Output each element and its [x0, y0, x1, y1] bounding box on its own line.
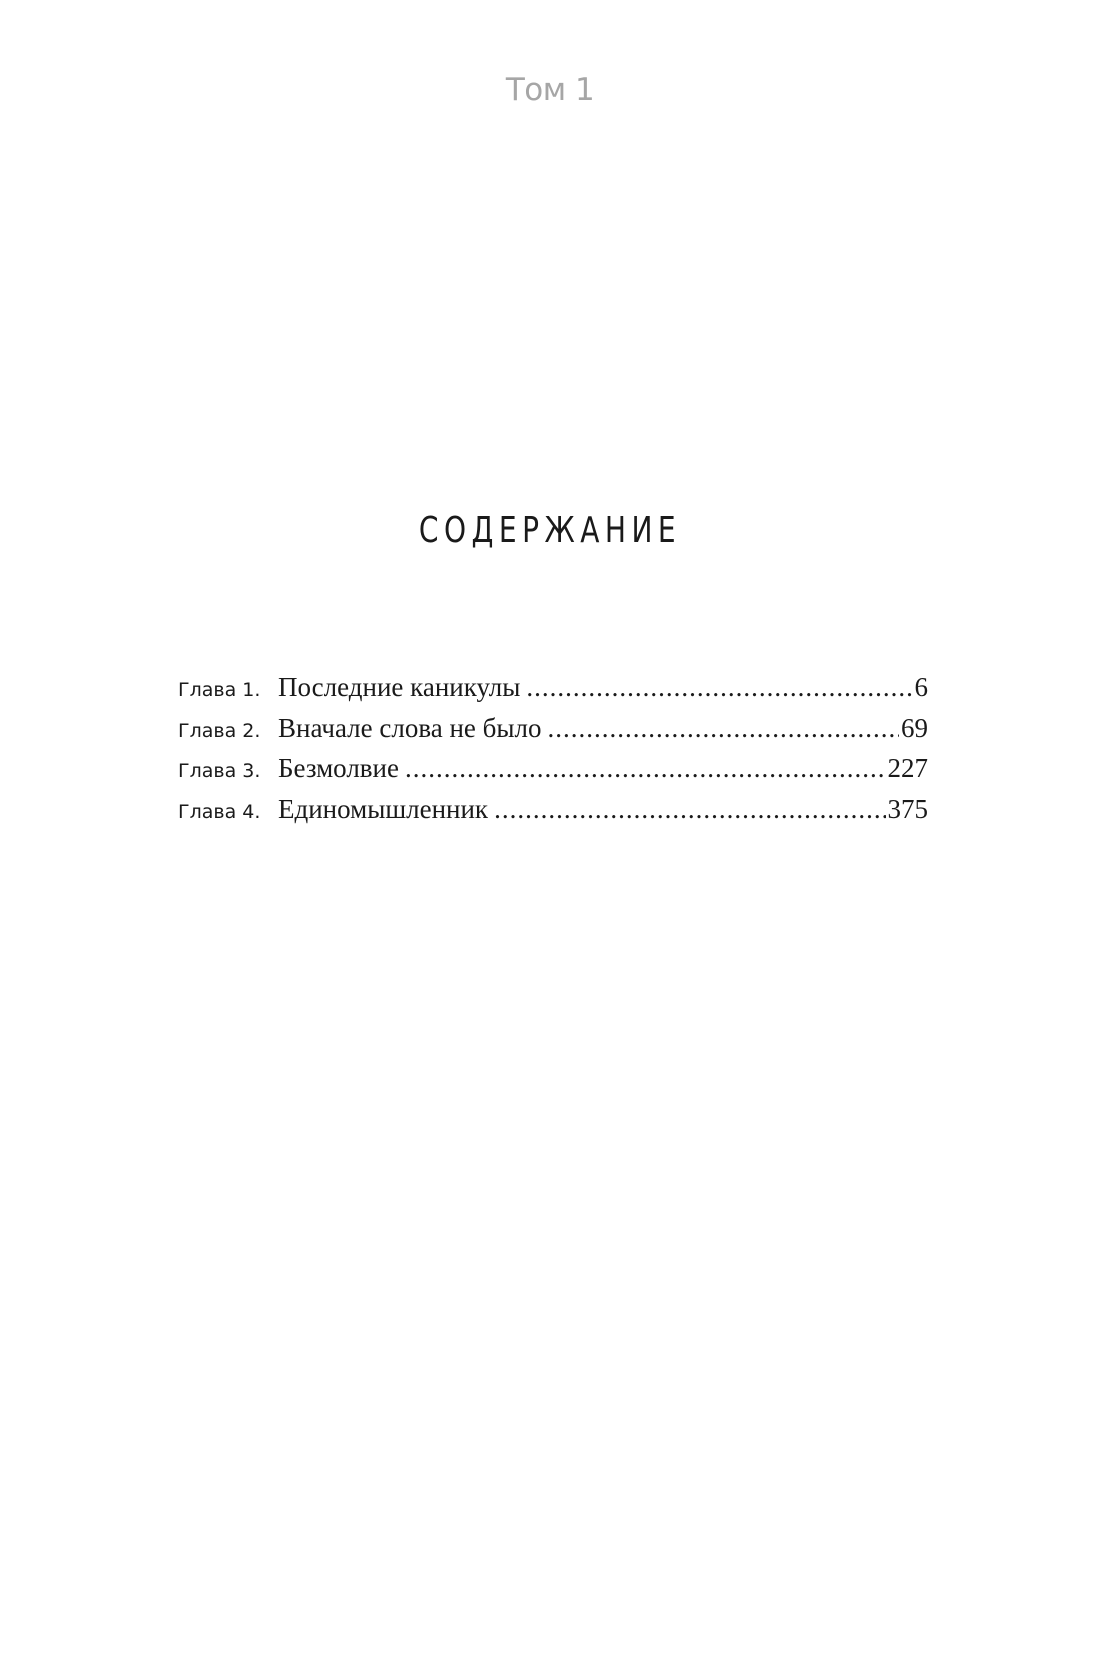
toc-list [178, 672, 928, 834]
toc-entry-4[interactable] [178, 794, 928, 835]
chapter-label: Глава 1. [178, 679, 261, 701]
dot-leader [526, 672, 912, 703]
chapter-title: Вначале слова не было [278, 712, 542, 743]
page-number: 69 [901, 712, 928, 743]
chapter-label: Глава 2. [178, 719, 261, 742]
page-number: 6 [914, 672, 928, 702]
dot-leader [548, 713, 900, 744]
chapter-label: Глава 4. [178, 800, 261, 823]
volume-label: Том 1 [505, 72, 595, 108]
toc-heading: СОДЕРЖАНИЕ [418, 510, 682, 551]
chapter-label: Глава 3. [178, 760, 261, 782]
page-number: 227 [887, 753, 928, 783]
dot-leader [405, 753, 886, 784]
toc-entry-2[interactable] [178, 713, 928, 754]
page-number: 375 [887, 793, 928, 824]
toc-entry-3[interactable] [178, 753, 928, 794]
chapter-title: Единомышленник [278, 793, 489, 824]
chapter-title: Последние каникулы [278, 672, 521, 702]
toc-entry-1[interactable] [178, 672, 928, 713]
chapter-title: Безмолвие [278, 753, 399, 783]
dot-leader [494, 794, 885, 825]
